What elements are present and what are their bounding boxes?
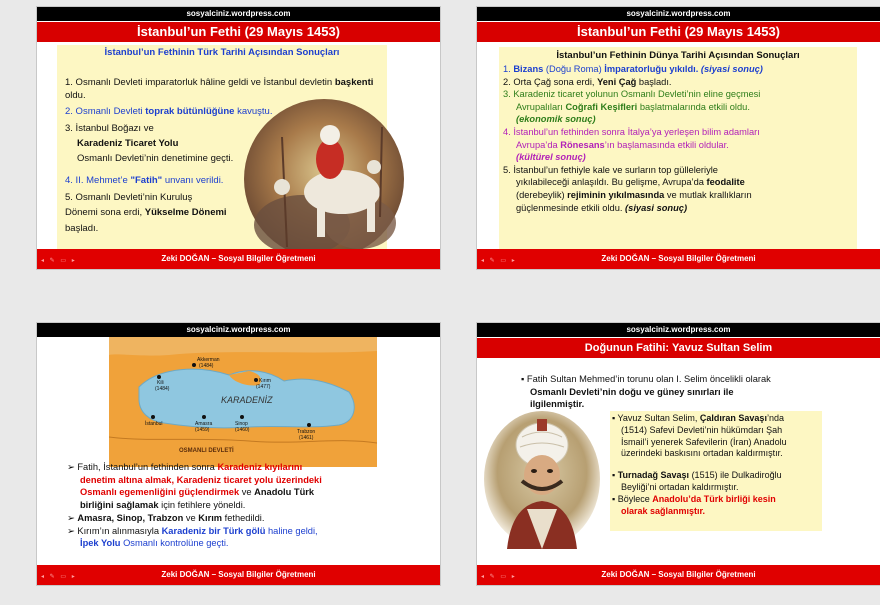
- slide-subtitle: İstanbul’un Fethinin Dünya Tarihi Açısından Sonuçları: [556, 50, 800, 61]
- slide-title: Doğunun Fatihi: Yavuz Sultan Selim: [477, 338, 880, 358]
- result-4: 4. II. Mehmet’e "Fatih" unvanı verildi.: [65, 175, 224, 186]
- map-label-osmanli: OSMANLI DEVLETİ: [179, 448, 234, 454]
- slide-footer: Zeki DOĞAN – Sosyal Bilgiler Öğretmeni: [37, 565, 440, 585]
- result-5: 5. Osmanlı Devleti’nin Kuruluş: [65, 191, 193, 203]
- black-sea-map: [109, 337, 377, 467]
- svg-text:(1484): (1484): [199, 363, 214, 369]
- slide-controls-icon[interactable]: ◂ ✎ ▭ ▸: [41, 574, 77, 580]
- bullet-3: ➢ Kırım’ın alınmasıyla Karadeniz bir Türk gölü haline geldi,: [67, 525, 318, 536]
- slide-title: İstanbul’un Fethi (29 Mayıs 1453): [477, 22, 880, 42]
- svg-text:(1459): (1459): [195, 427, 210, 433]
- site-header: sosyalciniz.wordpress.com: [477, 7, 880, 21]
- achievement-3: ▪ Böylece Anadolu’da Türk birliği kesin: [612, 493, 776, 504]
- result-3: 3. Karadeniz ticaret yolunun Osmanlı Devleti’nin eline geçmesi: [503, 89, 761, 100]
- map-label-karadeniz: KARADENİZ: [221, 395, 273, 405]
- svg-text:(1460): (1460): [235, 427, 250, 433]
- result-1: 1. Osmanlı Devleti imparatorluk hâline geldi ve İstanbul devletin başkenti oldu.: [65, 77, 374, 101]
- map-label-kili: Kili: [157, 380, 164, 386]
- result-2: 2. Osmanlı Devleti toprak bütünlüğüne kavuştu.: [65, 106, 273, 117]
- achievement-2: ▪ Turnadağ Savaşı (1515) ile Dulkadiroğlu: [612, 470, 782, 481]
- svg-text:(1461): (1461): [299, 435, 314, 441]
- slide-footer: Zeki DOĞAN – Sosyal Bilgiler Öğretmeni: [37, 249, 440, 269]
- slide-controls-icon[interactable]: ◂ ✎ ▭ ▸: [481, 574, 517, 580]
- slide-controls-icon[interactable]: ◂ ✎ ▭ ▸: [41, 258, 77, 264]
- slide-footer: Zeki DOĞAN – Sosyal Bilgiler Öğretmeni: [477, 249, 880, 269]
- achievement-1: ▪ Yavuz Sultan Selim, Çaldıran Savaşı’nda: [612, 413, 784, 423]
- result-4: 4. İstanbul’un fethinden sonra İtalya’ya yerleşen bilim adamları: [503, 126, 760, 137]
- site-header: sosyalciniz.wordpress.com: [37, 7, 440, 21]
- result-list: 1. Osmanlı Devleti imparatorluk hâline geldi ve İstanbul devletin başkenti oldu. 2. Osmanlı Devleti toprak bütünlüğüne kavuştu. 3. İstanbul Boğazı ve Karadeniz Ticaret Yolu Osmanlı Devleti’nin denetimine geçti. 4. II. Mehmet’e "Fatih" unvanı verildi. 5. Osmanlı Devleti’nin Kuruluş Dönemi sona erdi, Yükselme Dönemi başladı.: [65, 77, 385, 235]
- selim-achievements: ▪ Yavuz Sultan Selim, Çaldıran Savaşı’nda (1514) Safevi Devleti’nin hükümdarı Şah İsmail’i yenerek Safevilerin (İran) Anadolu üzerindeki baskısını ortadan kaldırmıştır. ▪ Turnadağ Savaşı (1515) ile Dulkadiroğlu Beyliği’ni ortadan kaldırmıştır. ▪ Böylece Anadolu’da Türk birliği kesin olarak sağlanmıştır.: [612, 413, 822, 517]
- map-label-trabzon: Trabzon: [297, 429, 316, 435]
- site-header: sosyalciniz.wordpress.com: [37, 323, 440, 337]
- map-label-kirim: Kırım: [259, 378, 271, 384]
- slide-controls-icon[interactable]: ◂ ✎ ▭ ▸: [481, 258, 517, 264]
- result-3: 3. İstanbul Boğazı ve: [65, 122, 154, 134]
- slide-title: İstanbul’un Fethi (29 Mayıs 1453): [37, 22, 440, 42]
- slide-fetih-turk-sonuclari[interactable]: [37, 7, 440, 269]
- bullet-1: ➢ Fatih, İstanbul’un fethinden sonra Karadeniz kıyılarını: [67, 462, 303, 472]
- result-5: 5. İstanbul’un fethiyle kale ve surların top gülleleriyle: [503, 164, 718, 175]
- svg-text:(1477): (1477): [256, 384, 271, 390]
- result-1: 1. Bizans (Doğu Roma) İmparatorluğu yıkıldı. (siyasi sonuç): [503, 64, 763, 74]
- result-2: 2. Orta Çağ sona erdi, Yeni Çağ başladı.: [503, 76, 672, 87]
- slide-subtitle: İstanbul’un Fethinin Türk Tarihi Açısından Sonuçları: [104, 47, 340, 58]
- conquest-list: ➢ Fatih, İstanbul’un fethinden sonra Karadeniz kıyılarını denetim altına almak, Karadeniz ticaret yolu üzerindeki Osmanlı egemenliğini güçlendirmek ve Anadolu Türk birliğini sağlamak için fetihlere yöneldi. ➢ Amasra, Sinop, Trabzon ve Kırım fethedildi. ➢ Kırım’ın alınmasıyla Karadeniz bir Türk gölü haline geldi, İpek Yolu Osmanlı kontrolüne geçti.: [67, 461, 407, 550]
- site-header: sosyalciniz.wordpress.com: [477, 323, 880, 337]
- svg-text:(1484): (1484): [155, 386, 170, 392]
- result-list: 1. Bizans (Doğu Roma) İmparatorluğu yıkıldı. (siyasi sonuç) 2. Orta Çağ sona erdi, Yeni Çağ başladı. 3. Karadeniz ticaret yolunun Osmanlı Devleti’nin eline geçmesi Avrupalıları Coğrafi Keşifleri başlatmalarında etkili oldu. (ekonomik sonuç) 4. İstanbul’un fethinden sonra İtalya’ya yerleşen bilim adamları Avrupa’da Rönesans’ın başlamasında etkili oldular. (kültürel sonuç) 5. İstanbul’un fethiyle kale ve surların top gülleleriyle yıkılabileceği anlaşıldı. Bu gelişme, Avrupa’da feodalite (derebeylik) rejiminin yıkılmasında ve mutlak krallıkların güçlenmesinde etkili oldu. (siyasi sonuç): [503, 63, 855, 214]
- map-label-akkerman: Akkerman: [197, 357, 220, 363]
- intro-paragraph: ▪ Fatih Sultan Mehmed’in torunu olan I. Selim öncelikli olarak Osmanlı Devleti’nin doğu ve güney sınırları ile ilgilenmiştir.: [521, 374, 771, 410]
- selim-portrait: [482, 409, 602, 549]
- map-label-sinop: Sinop: [235, 421, 248, 427]
- slide-yavuz-sultan-selim[interactable]: [477, 323, 880, 585]
- slide-footer: Zeki DOĞAN – Sosyal Bilgiler Öğretmeni: [477, 565, 880, 585]
- bullet-2: ➢ Amasra, Sinop, Trabzon ve Kırım fethedildi.: [67, 512, 265, 523]
- slide-fetih-dunya-sonuclari[interactable]: [477, 7, 880, 269]
- slide-karadeniz-fetihleri[interactable]: [37, 323, 440, 585]
- map-label-istanbul: İstanbul: [145, 421, 163, 427]
- map-label-amasra: Amasra: [195, 421, 213, 427]
